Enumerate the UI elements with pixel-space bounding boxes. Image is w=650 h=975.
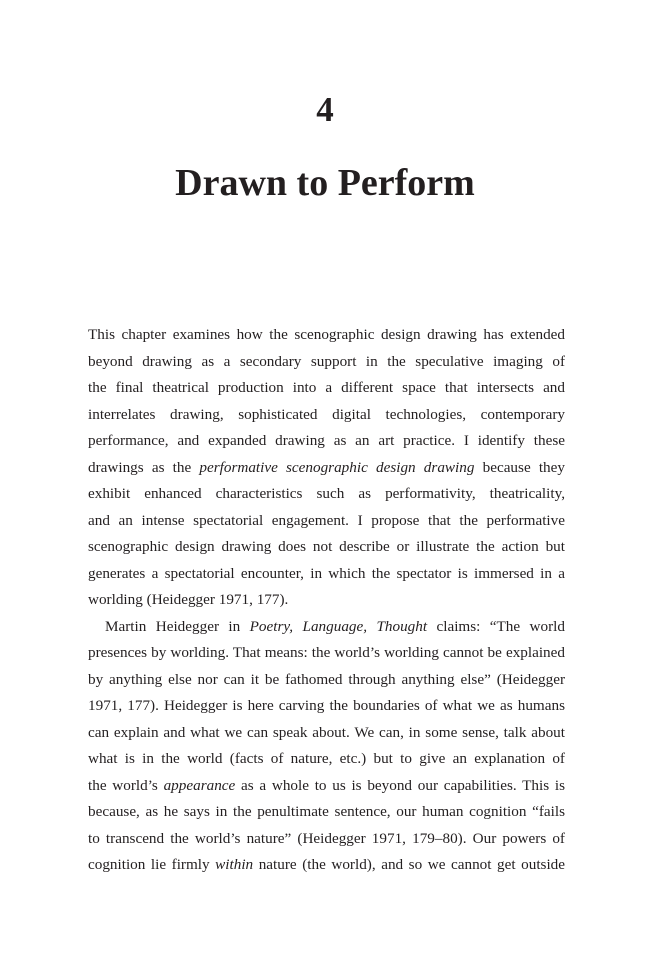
chapter-body: [88, 322, 565, 879]
text-line: [88, 799, 565, 826]
text-run: drawings as the: [88, 458, 200, 476]
text-run: to transcend the world’s nature” (Heidegger 1971, 179–80). Our powers of: [88, 829, 565, 847]
text-run: can explain and what we can speak about. We can, in some sense, talk about: [88, 723, 565, 741]
text-line: [88, 852, 565, 879]
italic-text: performative scenographic design drawing: [199, 458, 475, 476]
text-line: [88, 402, 565, 429]
text-line: [88, 640, 565, 667]
italic-text: appearance: [163, 776, 236, 794]
text-line: [88, 720, 565, 747]
text-run: because they: [474, 458, 565, 476]
text-run: presences by worlding. That means: the world’s worlding cannot be explained: [88, 644, 565, 661]
text-line: [88, 773, 565, 800]
text-line: [88, 322, 565, 349]
text-run: what is in the world (facts of nature, etc.) but to give an explanation of: [88, 750, 565, 767]
text-run: exhibit enhanced characteristics such as performativity, theatricality,: [88, 485, 565, 502]
text-line: [88, 614, 565, 641]
text-run: nature (the world), and so we cannot get outside: [253, 856, 565, 873]
text-run: beyond drawing as a secondary support in the speculative imaging of: [88, 352, 565, 370]
text-line: [88, 534, 565, 561]
text-run: generates a spectatorial encounter, in which the spectator is immersed in a: [88, 564, 565, 582]
text-run: interrelates drawing, sophisticated digital technologies, contemporary: [88, 405, 565, 423]
text-line: [88, 587, 565, 614]
text-line: [88, 428, 565, 455]
text-line: [88, 667, 565, 694]
text-run: 1971, 177). Heidegger is here carving the boundaries of what we as humans: [88, 697, 565, 714]
text-line: [88, 561, 565, 588]
text-line: [88, 349, 565, 376]
text-line: [88, 746, 565, 773]
text-run: because, as he says in the penultimate sentence, our human cognition “fails: [88, 803, 565, 820]
text-line: [88, 481, 565, 508]
text-run: as a whole to us is beyond our capabilities. This is: [235, 776, 565, 794]
text-run: cognition lie firmly: [88, 856, 216, 873]
text-line: [88, 375, 565, 402]
text-run: Martin Heidegger in: [105, 617, 250, 635]
text-run: scenographic design drawing does not describe or illustrate the action but: [88, 538, 565, 555]
italic-text: within: [215, 856, 254, 873]
text-run: and an intense spectatorial engagement. I propose that the performative: [88, 511, 565, 529]
text-run: worlding (Heidegger 1971, 177).: [88, 591, 289, 608]
text-run: the final theatrical production into a different space that intersects and: [88, 379, 565, 396]
text-line: [88, 455, 565, 482]
text-line: [88, 508, 565, 535]
chapter-title: Drawn to Perform: [175, 162, 475, 204]
text-run: claims: “The world: [427, 617, 565, 635]
text-run: performance, and expanded drawing as an art practice. I identify these: [88, 432, 565, 449]
italic-text: Poetry, Language, Thought: [249, 617, 428, 635]
text-line: [88, 693, 565, 720]
text-run: This chapter examines how the scenographic design drawing has extended: [88, 326, 565, 343]
text-run: the world’s: [88, 776, 164, 794]
text-line: [88, 826, 565, 853]
chapter-number: 4: [316, 90, 334, 129]
text-run: by anything else nor can it be fathomed through anything else” (Heidegger: [88, 670, 565, 688]
